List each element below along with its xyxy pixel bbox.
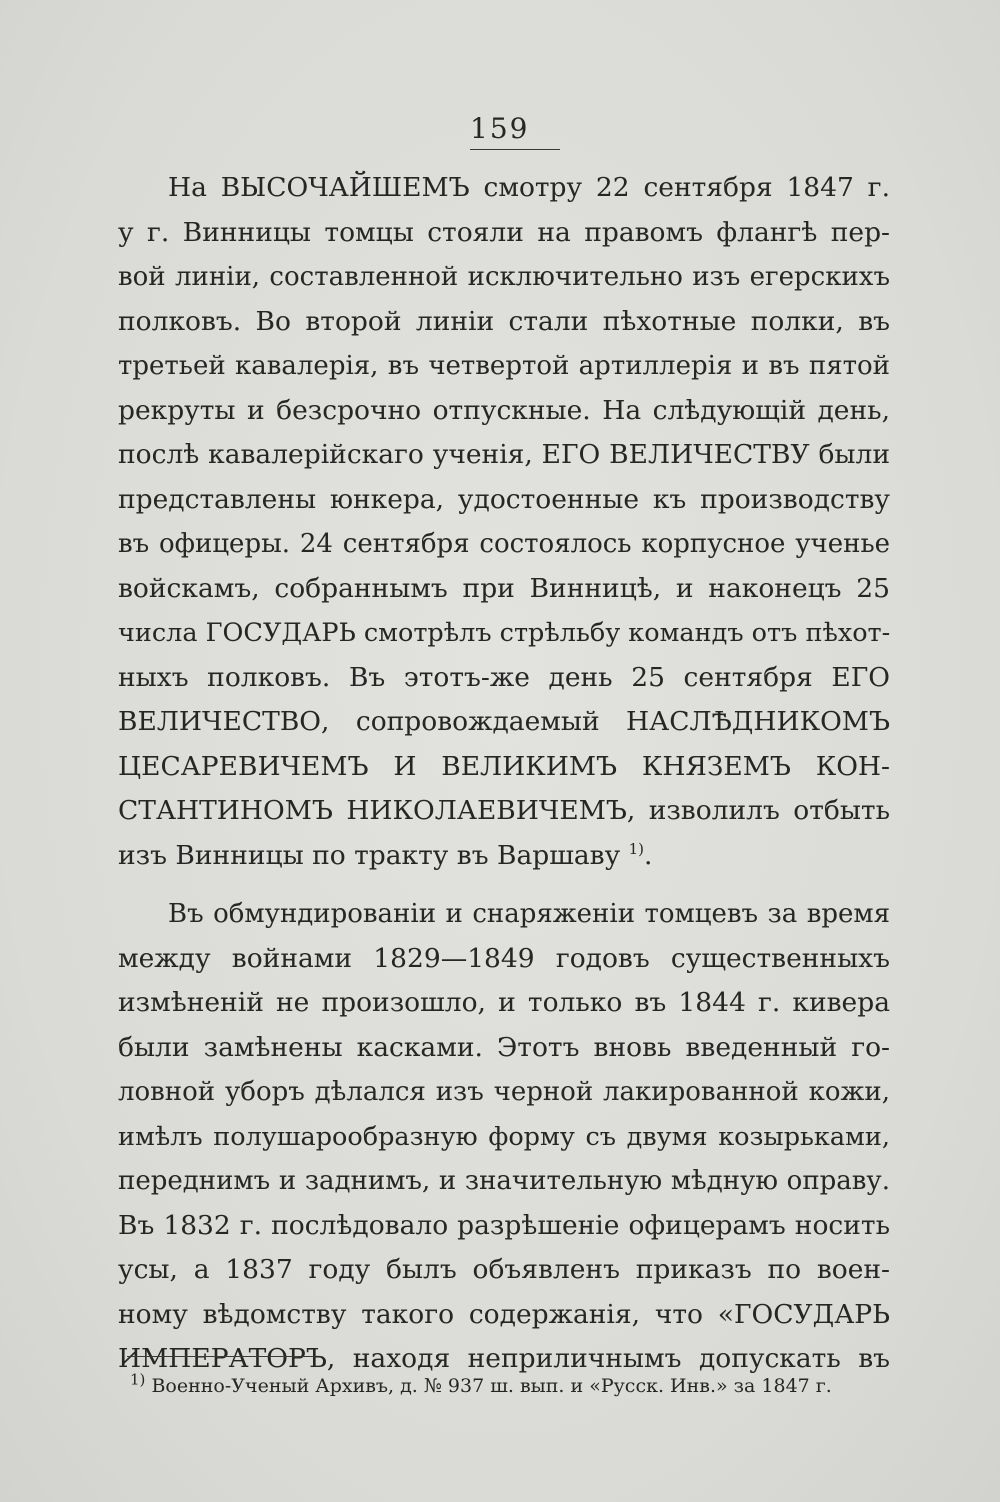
text-line: представлены юнкера, удостоенные къ производству [118,483,890,515]
text-line: у г. Винницы томцы стояли на правомъ флангѣ пер- [118,216,890,248]
text-line: полковъ. Во второй линіи стали пѣхотные полки, въ [118,305,890,337]
text-line: СТАНТИНОМЪ НИКОЛАЕВИЧЕМЪ, изволилъ отбыть [118,795,890,826]
footnote-text: Военно-Ученый Архивъ, д. № 937 ш. вып. и «Русск. Инв.» за 1847 г. [151,1375,832,1397]
text-line: третьей кавалерія, въ четвертой артиллерія и въ пятой [118,351,890,381]
text-line-content: изъ Винницы по тракту въ Варшаву [118,839,621,871]
text-line: вой линіи, составленной исключительно изъ егерскихъ [118,262,890,292]
text-line: ловной уборъ дѣлался изъ черной лакированной кожи, [118,1077,890,1107]
text-line: ныхъ полковъ. Въ этотъ-же день 25 сентября ЕГО [118,661,890,693]
text-line: усы, а 1837 году былъ объявленъ приказъ по воен- [118,1254,890,1285]
text-line: ному вѣдомству такого содержанія, что «ГОСУДАРЬ [118,1298,890,1330]
text-line: переднимъ и заднимъ, и значительную мѣдную оправу. [118,1166,890,1196]
text-line: числа ГОСУДАРЬ смотрѣлъ стрѣльбу командъ отъ пѣхот- [118,618,891,648]
text-line: ИМПЕРАТОРЪ, находя неприличнымъ допускать въ [118,1343,890,1374]
text-line: были замѣнены касками. Этотъ вновь введенный го- [118,1031,890,1063]
text-line: имѣлъ полушарообразную форму съ двумя козырьками, [118,1121,890,1152]
text-line: ВЕЛИЧЕСТВО, сопровождаемый НАСЛѢДНИКОМЪ [118,706,890,737]
page-number: 159 [470,112,560,150]
footnote-mark: 1) [130,1370,146,1389]
footnote [130,1372,890,1400]
text-line: измѣненій не произошло, и только въ 1844 г. кивера [118,987,890,1018]
text-line: Въ обмундированіи и снаряженіи томцевъ за время [168,899,890,929]
text-line: ЦЕСАРЕВИЧЕМЪ И ВЕЛИКИМЪ КНЯЗЕМЪ КОН- [118,750,890,782]
text-line: въ офицеры. 24 сентября состоялось корпусное ученье [118,529,890,559]
text-line: послѣ кавалерійскаго ученія, ЕГО ВЕЛИЧЕСТВУ были [118,439,890,470]
text-line-last: изъ Винницы по тракту въ Варшаву $^{1)}$. [118,839,653,871]
footnote-divider [127,1356,315,1357]
body-text [118,166,890,1382]
text-line: рекруты и безсрочно отпускные. На слѣдующій день, [118,394,890,426]
footnote-reference[interactable]: 1) [628,839,645,858]
text-line: На ВЫСОЧАЙШЕМЪ смотру 22 сентября 1847 г. [168,172,890,203]
text-line: войскамъ, собраннымъ при Винницѣ, и наконецъ 25 [118,572,890,604]
text-line: Въ 1832 г. послѣдовало разрѣшеніе офицерамъ носить [118,1209,890,1241]
text-line: между войнами 1829—1849 годовъ существенныхъ [118,942,890,974]
